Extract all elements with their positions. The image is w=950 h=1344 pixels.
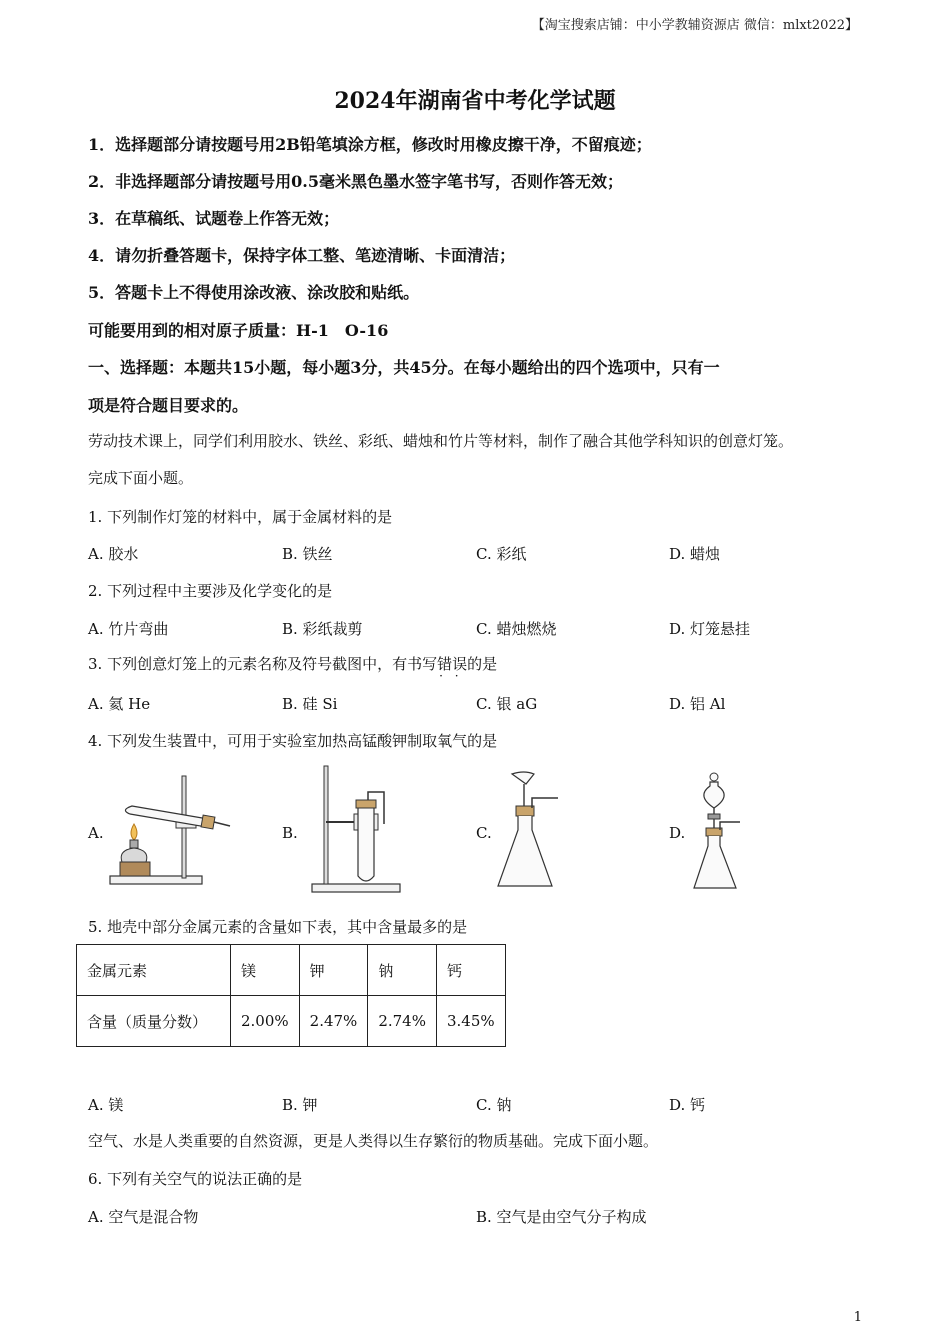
rule-1: 1．选择题部分请按题号用2B铅笔填涂方框，修改时用橡皮擦干净，不留痕迹； (88, 135, 652, 154)
rule-4: 4．请勿折叠答题卡，保持字体工整、笔迹清晰、卡面清洁； (88, 246, 516, 265)
table-cell: 钾 (299, 945, 368, 996)
page-title: 2024年湖南省中考化学试题 (334, 88, 616, 114)
rule-5: 5．答题卡上不得使用涂改液、涂改胶和贴纸。 (88, 283, 420, 302)
table-cell: 2.74% (368, 996, 437, 1047)
page-number: 1 (853, 1310, 862, 1325)
q5-option-c[interactable]: C. 钠 (476, 1096, 512, 1114)
section1-line1: 一、选择题：本题共15小题，每小题3分，共45分。在每小题给出的四个选项中，只有一 (88, 358, 720, 377)
intro2: 空气、水是人类重要的自然资源，更是人类得以生存繁衍的物质基础。完成下面小题。 (88, 1132, 659, 1150)
q3-option-b[interactable]: B. 硅 Si (282, 695, 338, 713)
q5-option-b[interactable]: B. 钾 (282, 1096, 318, 1114)
q1-option-b[interactable]: B. 铁丝 (282, 545, 333, 563)
intro1-line1: 劳动技术课上，同学们利用胶水、铁丝、彩纸、蜡烛和竹片等材料，制作了融合其他学科知识的创意灯笼。 (88, 432, 794, 450)
intro1-line2: 完成下面小题。 (88, 469, 194, 487)
rule-3: 3．在草稿纸、试题卷上作答无效； (88, 209, 340, 228)
q3-option-a[interactable]: A. 氦 He (88, 695, 151, 713)
q5-option-a[interactable]: A. 镁 (88, 1096, 124, 1114)
q1-stem: 1. 下列制作灯笼的材料中，属于金属材料的是 (88, 508, 393, 526)
q6-option-a[interactable]: A. 空气是混合物 (88, 1208, 199, 1226)
apparatus-b-illustration (306, 764, 406, 894)
section1-line2: 项是符合题目要求的。 (88, 396, 249, 415)
q5-option-d[interactable]: D. 钙 (669, 1096, 706, 1114)
q4-option-a[interactable]: A. (88, 824, 104, 842)
q2-option-b[interactable]: B. 彩纸裁剪 (282, 620, 363, 638)
q4-option-c[interactable]: C. (476, 824, 492, 842)
header-note: 【淘宝搜索店铺：中小学教辅资源店 微信：mlxt2022】 (531, 18, 858, 33)
table-cell: 金属元素 (77, 945, 231, 996)
q3-stem-after: 的是 (467, 655, 498, 673)
q4-stem: 4. 下列发生装置中，可用于实验室加热高锰酸钾制取氧气的是 (88, 732, 498, 750)
table-cell: 钙 (436, 945, 505, 996)
q2-option-a[interactable]: A. 竹片弯曲 (88, 620, 169, 638)
q6-stem: 6. 下列有关空气的说法正确的是 (88, 1170, 303, 1188)
q1-option-a[interactable]: A. 胶水 (88, 545, 139, 563)
table-row (77, 945, 506, 996)
apparatus-c-illustration (494, 770, 562, 892)
table-cell: 2.00% (231, 996, 300, 1047)
q3-option-d[interactable]: D. 铝 Al (669, 695, 726, 713)
table-cell: 钠 (368, 945, 437, 996)
atomic-mass: 可能要用到的相对原子质量：H-1 O-16 (88, 321, 389, 340)
q6-option-b[interactable]: B. 空气是由空气分子构成 (476, 1208, 647, 1226)
q4-option-b[interactable]: B. (282, 824, 298, 842)
q2-option-c[interactable]: C. 蜡烛燃烧 (476, 620, 557, 638)
q3-stem (88, 653, 497, 674)
table-row (77, 996, 506, 1047)
q3-stem-before: 3. 下列创意灯笼上的元素名称及符号截图中，有书写 (88, 655, 438, 673)
q2-stem: 2. 下列过程中主要涉及化学变化的是 (88, 582, 333, 600)
metal-content-table (76, 944, 506, 1047)
q1-option-c[interactable]: C. 彩纸 (476, 545, 527, 563)
q5-stem: 5. 地壳中部分金属元素的含量如下表，其中含量最多的是 (88, 918, 468, 936)
apparatus-d-illustration (688, 770, 746, 894)
rule-2: 2．非选择题部分请按题号用0.5毫米黑色墨水签字笔书写，否则作答无效； (88, 172, 623, 191)
table-cell: 含量（质量分数） (77, 996, 231, 1047)
q3-option-c[interactable]: C. 银 aG (476, 695, 538, 713)
table-cell: 3.45% (436, 996, 505, 1047)
q4-option-d[interactable]: D. (669, 824, 686, 842)
q2-option-d[interactable]: D. 灯笼悬挂 (669, 620, 751, 638)
q1-option-d[interactable]: D. 蜡烛 (669, 545, 721, 563)
table-cell: 2.47% (299, 996, 368, 1047)
apparatus-a-illustration (106, 772, 232, 888)
q3-stem-emphasis: 错误 · · (437, 655, 467, 673)
table-cell: 镁 (231, 945, 300, 996)
